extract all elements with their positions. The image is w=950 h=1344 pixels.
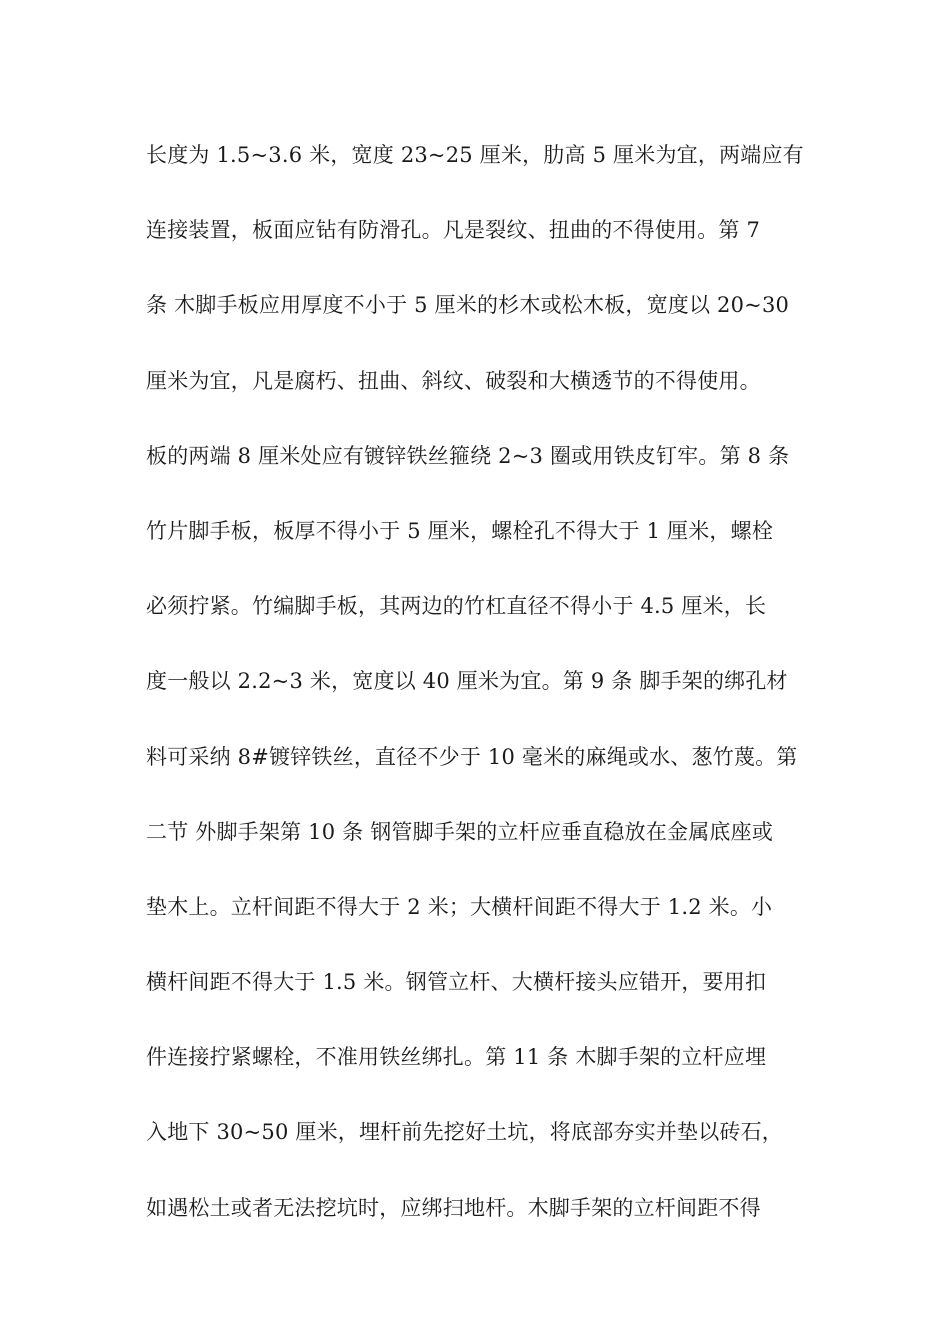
text-line-5: 板的两端 8 厘米处应有镀锌铁丝箍绕 2~3 圈或用铁皮钉牢。第 8 条	[146, 443, 790, 468]
text-line-4: 厘米为宜，凡是腐朽、扭曲、斜纹、破裂和大横透节的不得使用。	[146, 368, 761, 393]
text-line-1: 长度为 1.5~3.6 米，宽度 23~25 厘米，肋高 5 厘米为宜，两端应有	[146, 143, 804, 167]
text-line-10: 二节 外脚手架第 10 条 钢管脚手架的立杆应垂直稳放在金属底座或	[146, 819, 774, 844]
text-line-11: 垫木上。立杆间距不得大于 2 米；大横杆间距不得大于 1.2 米。小	[146, 894, 773, 919]
document-body	[146, 130, 816, 1258]
text-line-7: 必须拧紧。竹编脚手板，其两边的竹杠直径不得小于 4.5 厘米，长	[146, 594, 767, 619]
text-line-3: 条 木脚手板应用厚度不小于 5 厘米的杉木或松木板，宽度以 20~30	[146, 293, 790, 318]
text-line-14: 入地下 30~50 厘米，埋杆前先挖好土坑，将底部夯实并垫以砖石，	[146, 1120, 783, 1145]
text-line-9: 料可采纳 8#镀锌铁丝，直径不少于 10 毫米的麻绳或水、葱竹蔑。第	[146, 744, 798, 769]
text-line-6: 竹片脚手板，板厚不得小于 5 厘米，螺栓孔不得大于 1 厘米，螺栓	[146, 518, 774, 543]
text-line-15: 如遇松土或者无法挖坑时，应绑扫地杆。木脚手架的立杆间距不得	[146, 1195, 761, 1220]
text-line-12: 横杆间距不得大于 1.5 米。钢管立杆、大横杆接头应错开，要用扣	[146, 970, 767, 995]
text-line-8: 度一般以 2.2~3 米，宽度以 40 厘米为宜。第 9 条 脚手架的绑孔材	[146, 669, 788, 694]
text-line-13: 件连接拧紧螺栓，不准用铁丝绑扎。第 11 条 木脚手架的立杆应埋	[146, 1045, 767, 1070]
text-line-2: 连接装置，板面应钻有防滑孔。凡是裂纹、扭曲的不得使用。第 7	[146, 218, 761, 243]
